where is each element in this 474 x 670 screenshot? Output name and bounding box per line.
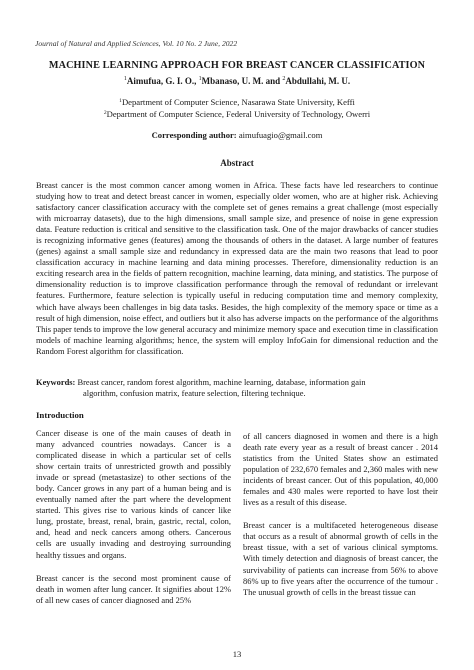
- author-3-name: Abdullahi, M. U.: [285, 76, 351, 86]
- corresponding-author-label: Corresponding author:: [151, 130, 237, 140]
- intro-paragraph: Breast cancer is a multifaceted heterogeneous disease that occurs as a result of abnormal growth of cells in the breast tissue, with a set of various clinical symptoms. With timely detection and diagnosis of breast cancer, the survivability of patients can increase from 56% to above 86% up to five years after the occurrence of the tumour . The unusual growth of cells in the breast tissue can: [243, 520, 438, 597]
- author-1-affiliation-mark: 1: [123, 76, 127, 82]
- abstract-heading: Abstract: [220, 158, 254, 168]
- intro-paragraph: of all cancers diagnosed in women and there is a high death rate every year as a result of breast cancer . 2014 statistics from the United States show an estimated population of 232,670 females and 2,360 males with new incidents of breast cancer. Out of this population, 40,000 females and 430 males were reported to have lost their lives as a result of this disease.: [243, 431, 438, 508]
- keywords-label: Keywords:: [36, 377, 76, 387]
- corresponding-author-email: aimufuagio@gmail.com: [238, 130, 323, 140]
- keywords-line-1: Breast cancer, random forest algorithm, machine learning, database, information gain: [75, 377, 366, 387]
- page-number: 13: [232, 649, 242, 659]
- intro-left-column: [36, 428, 231, 618]
- abstract-text: Breast cancer is the most common cancer among women in Africa. These facts have led researchers to continue studying how to treat and detect breast cancer in women, especially older women, who are at higher risk. Achieving satisfactory cancer classification accuracy with the complete set of genes remains a great challenge (most especially with microarray datasets), due to the high dimensions, small sample size, and presence of noise in gene expression data. Feature reduction is critical and sensitive to the classification task. One of the major drawbacks of cancer studies is recognizing informative genes (features) among the thousands of others in the dataset. A large number of features (genes) against a small sample size and redundancy in expressed data are the main two reasons that lead to poor classification accuracy in machine learning and data mining processes. Therefore, dimensionality reduction is an exciting research area in the fields of pattern recognition, machine learning, data mining, and statistics. The purpose of dimensionality reduction is to improve classification performance through the removal of redundant or irrelevant features. Furthermore, feature selection is typically useful in reducing computation time and memory complexity, which have always been challenges in big data tasks. Besides, the high complexity of the memory space or time as a result of high dimension, noise effect, and outliers but it also has adverse impacts on the performance of the algorithms This paper tends to improve the low general accuracy and minimize memory space and execution time in classification models of machine learning algorithms; hence, the system will employ InfoGain for dimensional reduction and the Random Forest algorithm for classification.: [36, 180, 438, 356]
- affiliation-1-mark: 1: [119, 98, 122, 104]
- author-1-name: Aimufua, G. I. O.,: [126, 76, 199, 86]
- intro-paragraph: Cancer disease is one of the main causes of death in many advanced countries nowadays. Cancer is a complicated disease in which a particular set of cells show certain traits of unrestricted growth and possibly invade or spread (metastasize) to other sections of the body. Cancer grows in any part of a human being and is eventually named after the part where the development started. This gives rise to various kinds of cancer like lung, prostate, breast, renal, brain, gastric, rectal, colon, and, head and neck cancers among others. Cancerous cells are usually invading and destroying surrounding healthy tissues and organs.: [36, 428, 231, 560]
- journal-header: Journal of Natural and Applied Sciences, Vol. 10 No. 2 June, 2022: [35, 39, 238, 48]
- author-list: [0, 76, 474, 86]
- intro-right-column: [243, 431, 438, 610]
- affiliation-1: [0, 97, 474, 107]
- author-3-affiliation-mark: 2: [282, 76, 286, 82]
- paper-title: MACHINE LEARNING APPROACH FOR BREAST CANCER CLASSIFICATION: [48, 60, 426, 71]
- keywords-line-2: algorithm, confusion matrix, feature selection, filtering technique.: [83, 387, 306, 398]
- author-2-affiliation-mark: 1: [198, 76, 202, 82]
- author-2-name: Mbanaso, U. M. and: [201, 76, 283, 86]
- affiliation-2-text: Department of Computer Science, Federal University of Technology, Owerri: [106, 109, 371, 119]
- corresponding-author: [0, 130, 474, 140]
- introduction-heading: Introduction: [36, 410, 84, 420]
- affiliation-1-text: Department of Computer Science, Nasarawa State University, Keffi: [121, 97, 355, 107]
- intro-paragraph: Breast cancer is the second most prominent cause of death in women after lung cancer. It signifies about 12% of all new cases of cancer diagnosed and 25%: [36, 572, 231, 605]
- keywords-block: [36, 377, 438, 398]
- affiliation-2-mark: 2: [103, 110, 107, 116]
- affiliation-2: [0, 109, 474, 119]
